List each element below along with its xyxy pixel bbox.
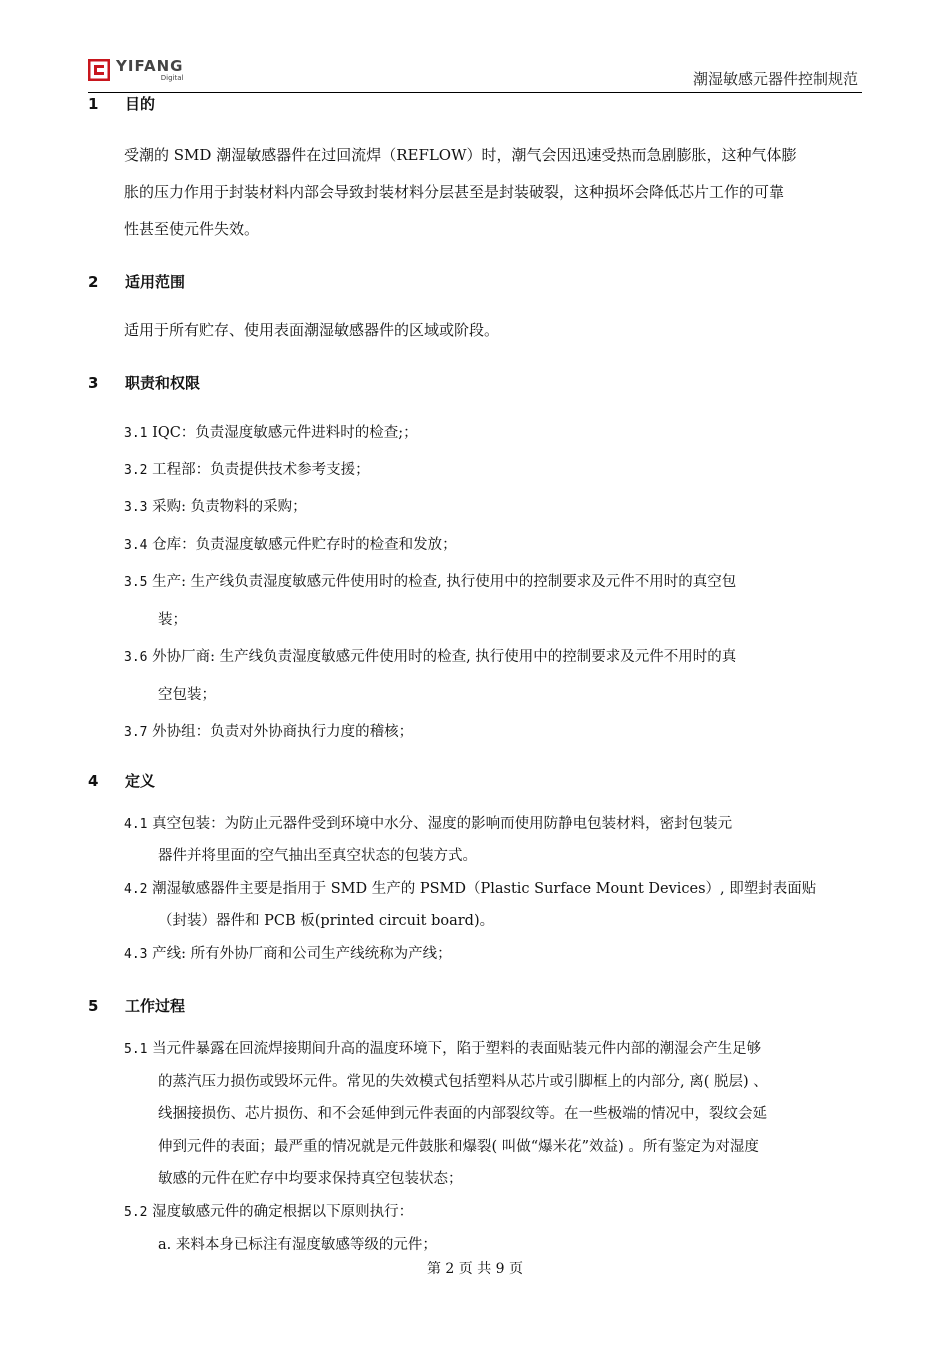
list-item: 5.1 当元件暴露在回流焊接期间升高的温度环境下，陷于塑料的表面贴装元件内部的潮湿会产生足够 — [124, 1041, 762, 1057]
section-number: 1 — [88, 95, 99, 113]
logo-name: YIFANG — [116, 56, 184, 75]
section-2-heading — [88, 271, 185, 292]
paragraph-line: 胀的压力作用于封装材料内部会导致封装材料分层甚至是封装破裂，这种损坏会降低芯片工作的可靠 — [124, 183, 785, 201]
list-item-continuation: 装； — [158, 612, 187, 628]
section-3-heading — [88, 372, 200, 393]
section-title: 职责和权限 — [125, 374, 201, 392]
list-item-continuation: 器件并将里面的空气抽出至真空状态的包装方式。 — [158, 848, 477, 864]
document-title: 潮湿敏感元器件控制规范 — [692, 70, 858, 88]
section-2-paragraph — [124, 312, 864, 349]
section-number: 4 — [88, 772, 99, 790]
list-item: 3.3 采购: 负责物料的采购； — [124, 499, 307, 515]
section-1-paragraph — [124, 137, 864, 248]
list-item-continuation: （封装）器件和 PCB 板(printed circuit board)。 — [158, 913, 495, 929]
page-number: 第 2 页 共 9 页 — [426, 1261, 524, 1277]
list-item: 4.2 潮湿敏感器件主要是指用于 SMD 生产的 PSMD（Plastic Surface Mount Devices）, 即塑封表面贴 — [124, 881, 817, 897]
list-item: 3.2 工程部：负责提供技术参考支援； — [124, 462, 370, 478]
section-4-heading — [88, 770, 155, 791]
list-item: 3.6 外协厂商: 生产线负责湿度敏感元件使用时的检查, 执行使用中的控制要求及元件不用时的真 — [124, 649, 737, 665]
list-item: 4.1 真空包装：为防止元器件受到环境中水分、湿度的影响而使用防静电包装材料，密封包装元 — [124, 816, 733, 832]
list-item-continuation: 伸到元件的表面；最严重的情况就是元件鼓胀和爆裂( 叫做“爆米花”效益) 。所有鉴定为对湿度 — [158, 1139, 759, 1155]
section-1-heading — [88, 93, 155, 114]
list-item-continuation: 的蒸汽压力损伤或毁坏元件。常见的失效模式包括塑料从芯片或引脚框上的内部分, 离( 脱层) 、 — [158, 1074, 768, 1090]
list-item: 3.7 外协组：负责对外协商执行力度的稽核； — [124, 724, 414, 740]
section-title: 定义 — [125, 772, 156, 790]
list-item-continuation: 敏感的元件在贮存中均要求保持真空包装状态； — [158, 1171, 463, 1187]
list-item: 3.5 生产: 生产线负责湿度敏感元件使用时的检查, 执行使用中的控制要求及元件不用时的真空包 — [124, 574, 737, 590]
section-title: 适用范围 — [125, 273, 186, 291]
sub-list-item: a. 来料本身已标注有湿度敏感等级的元件； — [158, 1237, 437, 1253]
section-5-heading — [88, 995, 185, 1016]
paragraph-line: 受潮的 SMD 潮湿敏感器件在过回流焊（REFLOW）时，潮气会因迅速受热而急剧膨胀，这种气体膨 — [124, 146, 797, 164]
list-item-continuation: 线捆接损伤、芯片损伤、和不会延伸到元件表面的内部裂纹等。在一些极端的情况中，裂纹会延 — [158, 1106, 767, 1122]
logo-subtitle: Digital — [160, 73, 184, 82]
list-item: 4.3 产线: 所有外协厂商和公司生产线统称为产线； — [124, 946, 452, 962]
paragraph-line: 性甚至使元件失效。 — [124, 220, 260, 238]
logo-icon — [88, 59, 110, 81]
list-item-continuation: 空包装； — [158, 687, 216, 703]
section-number: 3 — [88, 374, 99, 392]
section-title: 工作过程 — [125, 997, 186, 1015]
list-item: 3.1 IQC：负责湿度敏感元件进料时的检查;； — [124, 425, 418, 441]
paragraph-line: 适用于所有贮存、使用表面潮湿敏感器件的区域或阶段。 — [124, 321, 500, 339]
section-number: 5 — [88, 997, 99, 1015]
company-logo — [88, 58, 183, 82]
page-header — [88, 52, 862, 93]
list-item: 3.4 仓库：负责湿度敏感元件贮存时的检查和发放； — [124, 537, 457, 553]
section-number: 2 — [88, 273, 99, 291]
section-title: 目的 — [125, 95, 156, 113]
list-item: 5.2 湿度敏感元件的确定根据以下原则执行： — [124, 1204, 414, 1220]
